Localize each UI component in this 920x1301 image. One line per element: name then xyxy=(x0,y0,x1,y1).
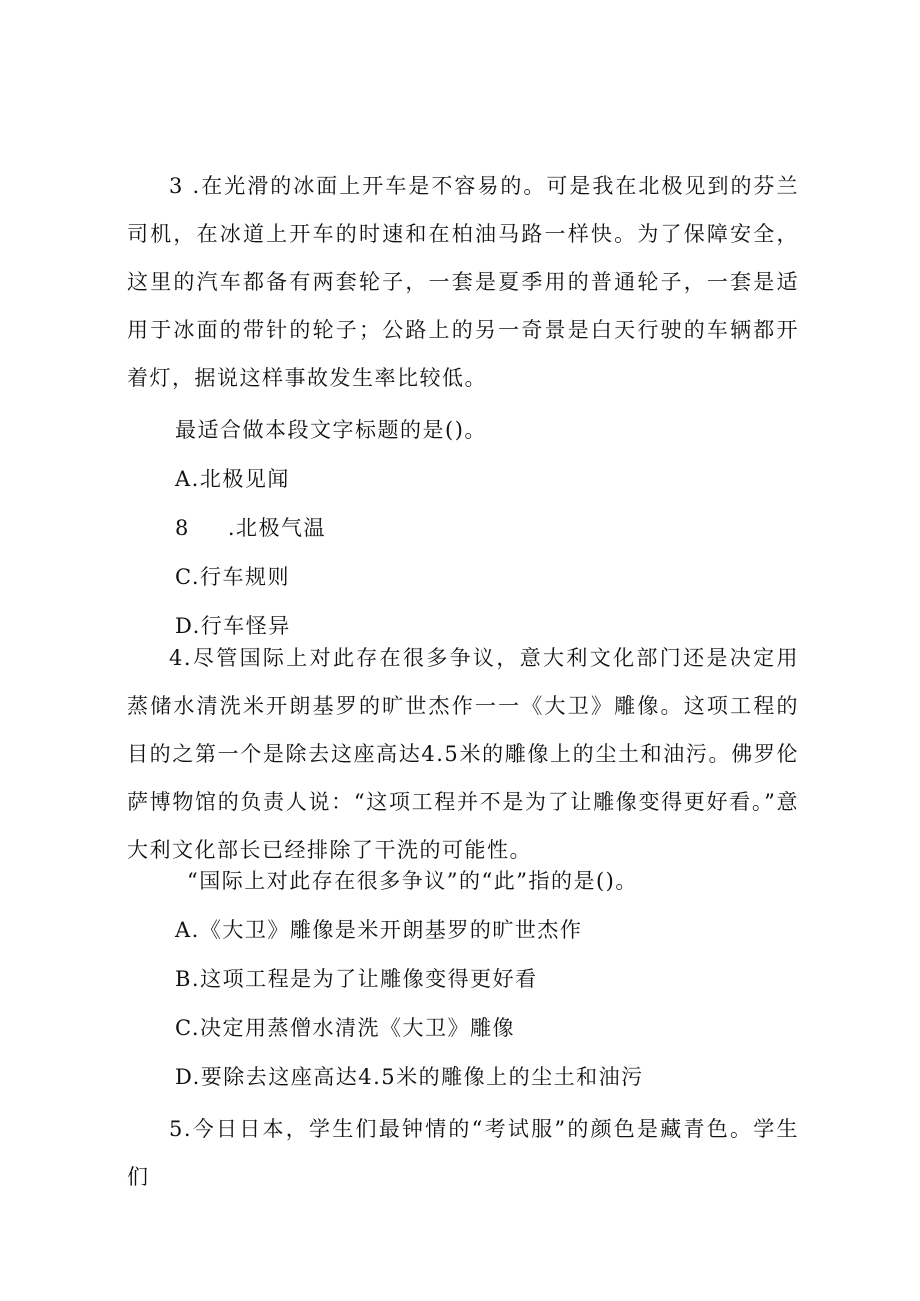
question-4-option-d xyxy=(175,1053,644,1101)
question-4-passage: 4.尽管国际上对此存在很多争议，意大利文化部门还是决定用蒸储水清洗米开朗基罗的旷世杰作一一《大卫》雕像。这项工程的目的之第一个是除去这座高达4.5米的雕像上的尘土和油污。佛罗伦萨博物馆的负责人说：“这项工程并不是为了让雕像变得更好看。”意大利文化部长已经排除了干洗的可能性。 xyxy=(127,646,799,862)
question-4-prompt: “国际上对此存在很多争议”的“此”指的是()。 xyxy=(187,869,638,893)
option-text: .北极气温 xyxy=(227,516,327,540)
option-label: C. xyxy=(175,565,200,589)
question-3-option-a xyxy=(175,455,290,503)
option-text: 《大卫》雕像是米开朗基罗的旷世杰作 xyxy=(199,918,583,942)
option-label: A. xyxy=(175,467,200,491)
option-text: 决定用蒸僧水清洗《大卫》雕像 xyxy=(200,1016,515,1040)
option-text: 行车怪异 xyxy=(200,614,291,638)
question-4-option-a xyxy=(175,906,582,954)
option-label: A. xyxy=(175,918,200,942)
option-text: 行车规则 xyxy=(200,565,290,589)
option-text: 北极见闻 xyxy=(199,467,290,491)
question-3-option-c xyxy=(175,553,290,601)
question-3-option-b xyxy=(175,504,326,552)
option-label: D. xyxy=(175,614,201,638)
option-text: 要除去这座高达4.5米的雕像上的尘土和油污 xyxy=(200,1065,644,1089)
option-label: B. xyxy=(175,967,201,991)
option-text: 这项工程是为了让雕像变得更好看 xyxy=(200,967,538,991)
option-label: C. xyxy=(175,1016,200,1040)
question-5-passage: 5.今日日本，学生们最钟情的“考试服”的颜色是藏青色。学生们 xyxy=(127,1117,799,1189)
question-3-passage: 3 .在光滑的冰面上开车是不容易的。可是我在北极见到的芬兰司机，在冰道上开车的时速和在柏油马路一样快。为了保障安全，这里的汽车都备有两套轮子，一套是夏季用的普通轮子，一套是适用于冰面的带针的轮子；公路上的另一奇景是白天行驶的车辆都开着灯，据说这样事故发生率比较低。 xyxy=(127,174,799,390)
option-label: 8 xyxy=(175,516,190,540)
option-label: D. xyxy=(175,1065,201,1089)
question-4-option-c xyxy=(175,1004,515,1052)
question-3-prompt: 最适合做本段文字标题的是()。 xyxy=(175,418,487,442)
question-4-option-b xyxy=(175,955,538,1003)
